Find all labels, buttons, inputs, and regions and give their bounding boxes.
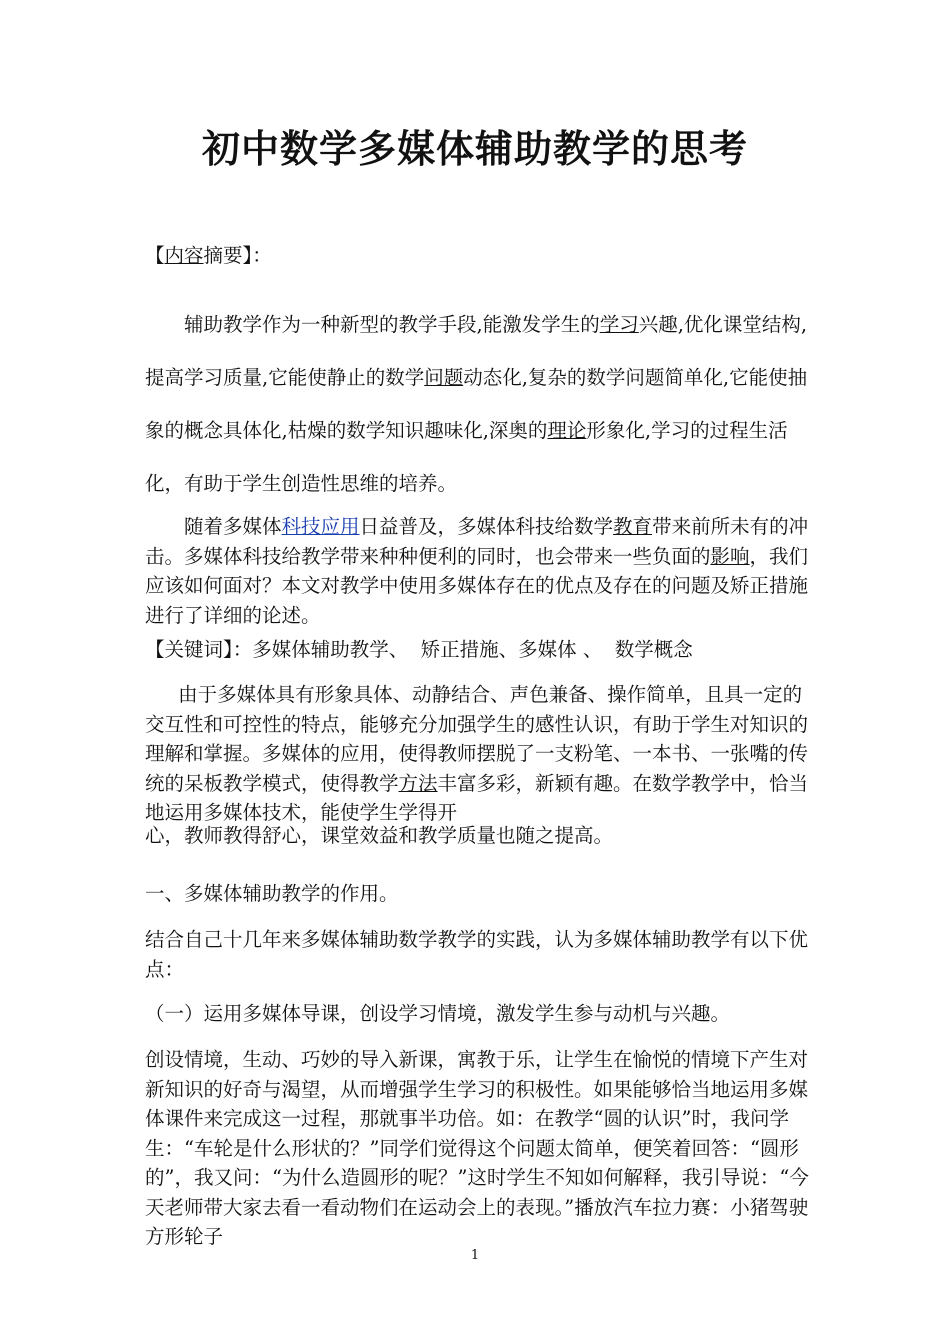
bracket-open: 【: [145, 244, 165, 267]
section-1-body: 结合自己十几年来多媒体辅助数学教学的实践，认为多媒体辅助教学有以下优点：: [145, 928, 809, 981]
text-run: 辅助教学作为一种新型的教学手段,能激发学生的: [184, 313, 600, 336]
abstract-paragraph-1: [145, 298, 810, 510]
abstract-label: [145, 240, 810, 268]
section-heading-1: 一、多媒体辅助教学的作用。: [145, 882, 399, 905]
page-title: 初中数学多媒体辅助教学的思考: [201, 127, 748, 171]
text-run: 丰富多彩，新颖有趣。在数学教学中，恰当地运用多媒体技术，能使学生学得开: [145, 771, 809, 824]
keywords: 【关键词】：多媒体辅助教学、 矫正措施、多媒体 、 数学概念: [145, 638, 693, 661]
link-education[interactable]: 教育: [613, 515, 653, 538]
link-method[interactable]: 方法: [398, 771, 438, 795]
link-theory[interactable]: 理论: [547, 419, 587, 442]
subsection-heading-1: （一）运用多媒体导课，创设学习情境，激发学生参与动机与兴趣。: [145, 1002, 731, 1025]
text-run: 形象化,学习的过程生活化，有助于学生创造性思维的培养。: [145, 419, 788, 495]
text-run: 动态化,复杂的数学问题简单化,它能使抽象的概念具体化,枯燥的数学知识趣味化,深奥的: [145, 366, 808, 442]
intro-paragraph: [145, 680, 810, 828]
link-study[interactable]: 学习: [599, 313, 639, 336]
text-run: 由于多媒体具有形象具体、动静结合、声色兼备、操作简单，且具一定的交互性和可控性的特点，能够充分加强学生的感性认识，有助于学生对知识的理解和掌握。多媒体的应用，使得教师摆脱了一支粉笔、一本书、一张嘴的传统的呆板教学模式，使得教学: [145, 683, 809, 795]
abstract-label-rest: 摘要】：: [203, 244, 272, 267]
text-run: ，我们应该如何面对？本文对教学中使用多媒体存在的优点及存在的问题及矫正措施进行了详细的论述。: [145, 544, 809, 627]
text-run: 带来前所未有的冲击。多媒体科技给教学带来种种便利的同时，也会带来一些负面的: [145, 515, 809, 568]
text-run: 兴趣,优化课堂结构,提高学习质量,它能使静止的数学: [145, 313, 808, 389]
text-run: 日益普及，多媒体科技给数学: [359, 515, 614, 538]
page-number: 1: [470, 1248, 480, 1263]
abstract-paragraph-2: [145, 512, 810, 630]
link-content[interactable]: 内容: [164, 244, 204, 267]
text-run: 随着多媒体: [184, 515, 282, 538]
subsection-1-body: 创设情境，生动、巧妙的导入新课，寓教于乐，让学生在愉悦的情境下产生对新知识的好奇与渴望，从而增强学生学习的积极性。如果能够恰当地运用多媒体课件来完成这一过程，那就事半功倍。如：在教学“圆的认识”时，我问学生：“车轮是什么形状的？”同学们觉得这个问题太简单，便笑着回答：“圆形的”，我又问：“为什么造圆形的呢？”这时学生不知如何解释，我引导说：“今天老师带大家去看一看动物们在运动会上的表现。”播放汽车拉力赛：小猪驾驶方形轮子: [145, 1048, 809, 1248]
link-influence[interactable]: 影响: [710, 544, 750, 568]
link-problem[interactable]: 问题: [424, 366, 464, 389]
link-tech-application[interactable]: 科技应用: [281, 515, 360, 538]
intro-paragraph-end: 心，教师教得舒心，课堂效益和教学质量也随之提高。: [145, 824, 614, 847]
